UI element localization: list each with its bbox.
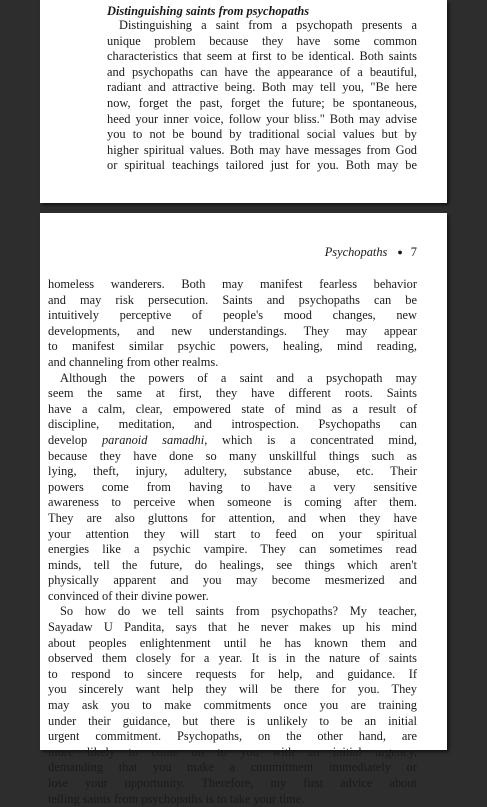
text-line: powers come from having to have a very sensitive [48, 479, 417, 494]
text-line: lose your opportunity. Therefore, my first advice about [48, 776, 417, 790]
text-line: So how do we tell saints from psychopaths? My teacher, [60, 604, 417, 619]
text-line: Although the powers of a saint and a psychopath may [60, 370, 417, 385]
text-line: may ask you to make commitments once you are training [48, 698, 417, 713]
text-line: energies like a psychic vampire. They can sometimes read [48, 542, 417, 557]
text-line: under their guidance, but there is unlikely to be an initial [48, 713, 417, 728]
section-heading: Distinguishing saints from psychopaths [107, 4, 310, 18]
text-line: or spiritual teachings tailored just for you. Both may be [107, 158, 417, 173]
text-line: your attention they will start to feed on your spiritual [48, 526, 417, 541]
text-line: observed them closely for a year. It is in the nature of saints [48, 651, 417, 666]
text-line: convinced of their divine power. [48, 588, 209, 603]
text-line: Sayadaw U Pandita, says that he never makes up his mind [48, 620, 417, 635]
text-line: discipline, meditation, and introspection. Psychopaths can [48, 417, 417, 432]
text-line: have a calm, clear, empowered state of mind as a result of [48, 401, 417, 416]
text-line: minds, tell the future, do healings, see things which aren't [48, 557, 417, 572]
text-line: to respond to sincere requests for help, and guidance. If [48, 666, 417, 681]
text-line: unique problem because they have some common [107, 33, 417, 48]
text-line: and psychopaths can have the appearance of a beautiful, [107, 64, 417, 79]
bullet-icon: ● [397, 247, 403, 257]
text-line: more likely to come on to you with an initial urgency, [48, 744, 417, 759]
running-title: Psychopaths [324, 245, 388, 259]
document-page-bottom [40, 213, 447, 806]
text-line: because they have done so many unskillful things such as [48, 448, 417, 463]
text-line: physically apparent and you may become mesmerized and [48, 573, 417, 588]
running-header [325, 245, 417, 260]
text-line: lying, theft, injury, adultery, substance abuse, etc. Their [48, 464, 417, 479]
text-line: characteristics that seem at first to be identical. Both saints [107, 49, 417, 64]
text-line: now, forget the past, forget the future; be spontaneous, [107, 95, 417, 110]
text-line: develop paranoid samadhi, which is a concentrated mind, [48, 432, 417, 447]
text-line: higher spiritual values. Both may have messages from God [107, 142, 417, 157]
text-line: to manifest similar psychic powers, healing, mind reading, [48, 339, 417, 354]
document-page-top [40, 0, 447, 203]
text-line: you to not be bound by traditional social values but by [107, 127, 417, 142]
text-line: radiant and attractive being. Both may tell you, "Be here [107, 80, 417, 95]
text-line: heed your inner voice, follow your bliss." Both may advise [107, 111, 417, 126]
text-line: They are also gluttons for attention, and when they have [48, 510, 417, 525]
text-line: Distinguishing a saint from a psychopath presents a [119, 18, 417, 32]
text-line: homeless wanderers. Both may manifest fearless behavior [48, 277, 417, 291]
body-text-bottom [48, 277, 417, 807]
text-line: you sincerely want help they will be there for you. They [48, 682, 417, 697]
text-line: and channeling from other realms. [48, 354, 219, 369]
text-line: urgent commitment. Psychopaths, on the other hand, are [48, 729, 417, 744]
page-number: 7 [410, 245, 417, 259]
text-line: demanding that you make a commitment immediately or [48, 760, 417, 775]
text-line: and may risk persecution. Saints and psychopaths can be [48, 292, 417, 307]
text-line: intuitively perceptive of people's mood changes, new [48, 308, 417, 323]
text-line: telling saints from psychopaths is to take your time. [48, 791, 305, 806]
text-line: awareness to perceive when someone is coming after them. [48, 495, 417, 510]
text-line: seem the same at first, they have different roots. Saints [48, 386, 417, 401]
body-text-top [107, 18, 417, 174]
text-line: developments, and new understandings. They may appear [48, 323, 417, 338]
text-line: about peoples enlightenment until he has known them and [48, 635, 417, 650]
